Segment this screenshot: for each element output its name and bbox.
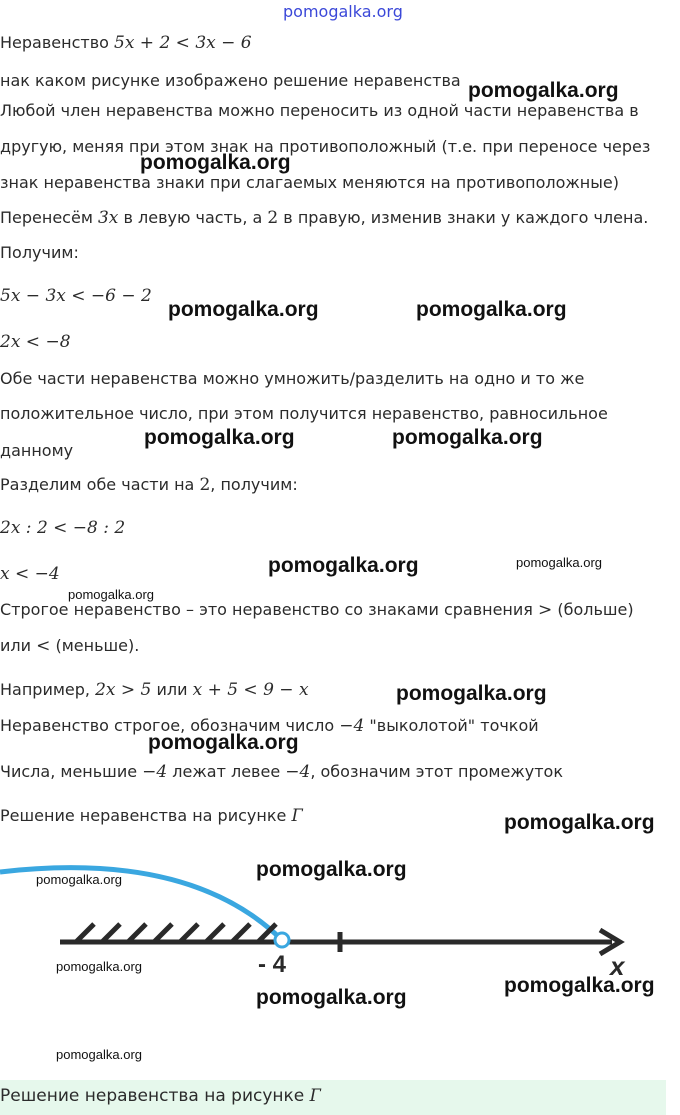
- text: в правую, изменив знаки у каждого члена.: [278, 208, 649, 227]
- watermark: pomogalka.org: [144, 426, 295, 449]
- watermark: pomogalka.org: [504, 811, 655, 834]
- paragraph-line: Любой член неравенства можно переносить из одной части неравенства в: [0, 101, 639, 120]
- math-line: 5x − 3x < −6 − 2: [0, 286, 152, 306]
- paragraph-line: знак неравенства знаки при слагаемых меняются на противоположные): [0, 173, 619, 192]
- watermark: pomogalka.org: [168, 298, 319, 321]
- math: 2: [199, 475, 211, 495]
- watermark: pomogalka.org: [256, 858, 407, 881]
- text: в левую часть, а: [118, 208, 268, 227]
- paragraph-line: [0, 762, 563, 782]
- text: Неравенство строгое, обозначим число: [0, 716, 340, 735]
- text: Перенесём: [0, 208, 98, 227]
- paragraph-line: другую, меняя при этом знак на противоположный (т.е. при переносе через: [0, 137, 651, 156]
- problem-statement: [0, 33, 252, 53]
- site-watermark-top[interactable]: pomogalka.org: [283, 2, 403, 21]
- paragraph-line: Обе части неравенства можно умножить/разделить на одно и то же: [0, 369, 585, 388]
- math: −4: [339, 716, 365, 736]
- watermark: pomogalka.org: [68, 587, 154, 602]
- math: 2: [267, 208, 279, 228]
- watermark: pomogalka.org: [148, 731, 299, 754]
- text: Решение неравенства на рисунке: [0, 806, 292, 825]
- math: >: [538, 600, 553, 620]
- point-label: - 4: [258, 951, 287, 978]
- text: Строгое неравенство – это неравенство со знаками сравнения: [0, 600, 538, 619]
- text: лежат левее: [167, 762, 286, 781]
- watermark: pomogalka.org: [504, 974, 655, 997]
- math: 2x > 5: [95, 680, 152, 700]
- watermark: pomogalka.org: [36, 872, 122, 887]
- watermark: pomogalka.org: [396, 682, 547, 705]
- watermark: pomogalka.org: [392, 426, 543, 449]
- paragraph-line: [0, 680, 309, 700]
- math: −4: [285, 762, 311, 782]
- hatching: [76, 924, 276, 942]
- math-line: x < −4: [0, 564, 60, 584]
- math-line: 2x : 2 < −8 : 2: [0, 518, 126, 538]
- watermark: pomogalka.org: [140, 151, 291, 174]
- watermark: pomogalka.org: [416, 298, 567, 321]
- text: или: [0, 636, 37, 655]
- paragraph-line: [0, 636, 139, 656]
- watermark: pomogalka.org: [256, 986, 407, 1009]
- math: −4: [142, 762, 168, 782]
- watermark: pomogalka.org: [268, 554, 419, 577]
- paragraph-line: положительное число, при этом получится неравенство, равносильное: [0, 404, 608, 423]
- question-text: нак каком рисунке изображено решение неравенства: [0, 71, 461, 90]
- math-line: 2x < −8: [0, 332, 71, 352]
- paragraph-line: [0, 475, 298, 495]
- math: 3x: [97, 208, 119, 228]
- text: (меньше).: [50, 636, 140, 655]
- paragraph-line: данному: [0, 441, 74, 460]
- paragraph-line: Получим:: [0, 243, 79, 262]
- axis-label: x: [610, 951, 625, 981]
- math: x + 5 < 9 − x: [192, 680, 309, 700]
- answer-text: Решение неравенства на рисунке Г: [0, 1086, 321, 1106]
- text: Например,: [0, 680, 96, 699]
- answer-box: [0, 1080, 666, 1115]
- paragraph-line: [0, 600, 634, 620]
- paragraph-line: [0, 208, 648, 228]
- watermark: pomogalka.org: [56, 1047, 142, 1062]
- math: Г: [291, 806, 303, 826]
- math-expression: 5x + 2 < 3x − 6: [114, 33, 252, 53]
- watermark: pomogalka.org: [56, 959, 142, 974]
- text: , обозначим этот промежуток: [310, 762, 563, 781]
- text: Числа, меньшие: [0, 762, 143, 781]
- text: Разделим обе части на: [0, 475, 200, 494]
- watermark: pomogalka.org: [468, 79, 619, 102]
- text: или: [151, 680, 193, 699]
- text: , получим:: [210, 475, 298, 494]
- math: <: [36, 636, 51, 656]
- watermark: pomogalka.org: [516, 555, 602, 570]
- answer-letter: Г: [309, 1086, 321, 1106]
- text: "выколотой" точкой: [364, 716, 539, 735]
- paragraph-line: [0, 806, 303, 826]
- text: Неравенство: [0, 33, 114, 52]
- text: (больше): [552, 600, 634, 619]
- open-point: [275, 933, 289, 947]
